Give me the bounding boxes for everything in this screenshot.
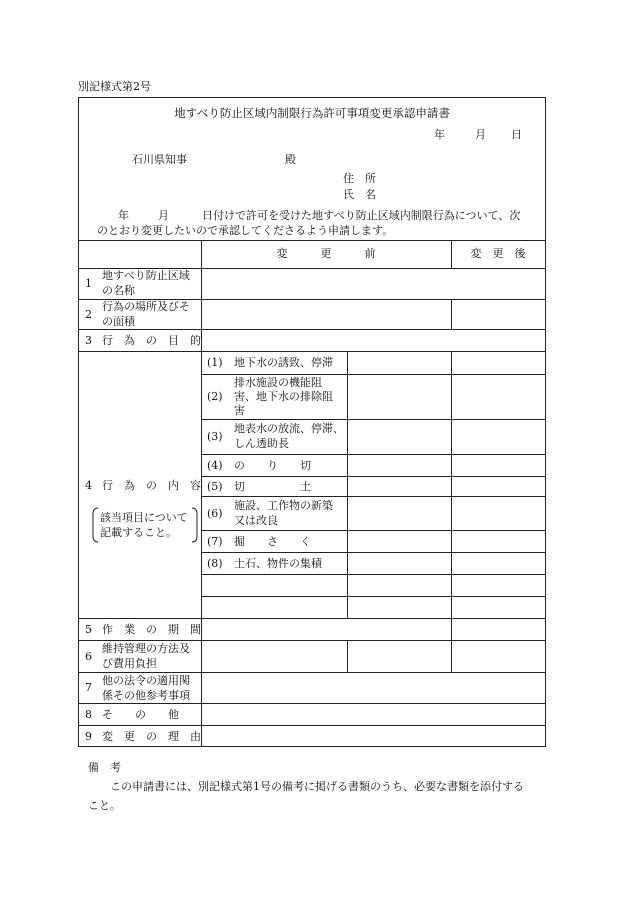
addressee-honorific: 殿 [285,153,296,166]
row-number: 4 [85,479,92,492]
applicant-name-label: 氏 名 [343,188,376,201]
activity-label: 地下水の誘致、停滞 [234,356,333,369]
activity-label: の り 切 [234,459,311,472]
activity-label: 害、地下水の排除阻 [234,390,333,403]
row-number: 3 [85,334,92,347]
row-label: 行 為 の 目 的 [102,334,201,347]
form-title: 地すべり防止区域内制限行為許可事項変更承認申請書 [174,106,450,120]
activity-label: 害 [234,404,245,417]
row-label: 作 業 の 期 間 [102,623,201,636]
date-day: 日 [511,128,522,141]
column-after-header: 変 更 後 [470,247,526,260]
row-label-line: の面積 [102,315,135,328]
activity-label: 掘 さ く [234,535,311,548]
addressee-name: 石川県知事 [132,153,187,166]
activity-label: 排水施設の機能阻 [234,376,322,389]
row-label: 行 為 の 内 容 [102,479,201,492]
row-number: 8 [85,708,92,721]
activity-number: (4) [207,459,223,472]
applicant-address-label: 住 所 [343,172,376,185]
row-number: 1 [85,277,92,290]
form-number-label: 別記様式第2号 [78,80,151,93]
remarks-text-line2: こと。 [88,799,121,812]
row-label-line: び費用負担 [102,657,157,670]
activity-number: (3) [207,430,223,443]
activity-label: 土石、物件の集積 [234,557,322,570]
request-text-line2: のとおり変更したいので承認してくださるよう申請します。 [97,224,394,237]
request-text-line1: 日付けで許可を受けた地すべり防止区域内制限行為について、次 [202,209,521,222]
row-note-line: 該当項目について [100,511,188,524]
activity-label: 又は改良 [234,514,278,527]
row-number: 7 [85,681,92,694]
request-month: 月 [158,209,169,222]
activity-label: 地表水の放流、停滞、 [234,422,344,435]
remarks-heading: 備 考 [88,761,121,774]
activity-number: (1) [207,356,223,369]
row-label-line: 地すべり防止区域 [102,269,190,282]
activity-number: (2) [207,390,223,403]
row-label-line: 他の法令の適用関 [102,674,190,687]
activity-number: (8) [207,557,223,570]
activity-label: しん透助長 [234,437,289,450]
activity-number: (7) [207,535,223,548]
date-year: 年 [434,128,445,141]
request-year: 年 [118,209,129,222]
activity-label: 施設、工作物の新築 [234,499,333,512]
row-label: 変 更 の 理 由 [102,730,201,743]
row-label-line: 係その他参考事項 [102,689,190,702]
date-month: 月 [475,128,486,141]
activity-label: 切 土 [234,480,311,493]
application-form [78,97,546,747]
row-number: 6 [85,650,92,663]
row-number: 9 [85,730,92,743]
activity-number: (6) [207,507,223,520]
row-label-line: の名称 [102,284,135,297]
row-label: そ の 他 [102,708,179,721]
row-number: 5 [85,623,92,636]
activity-number: (5) [207,480,223,493]
row-number: 2 [85,308,92,321]
column-before-header: 変 更 前 [276,247,376,260]
row-note-line: 記載すること。 [100,526,177,539]
row-label-line: 行為の場所及びそ [102,300,190,313]
remarks-text-line1: この申請書には、別記様式第1号の備考に掲げる書類のうち、必要な書類を添付する [110,780,524,793]
row-label-line: 維持管理の方法及 [102,642,190,655]
